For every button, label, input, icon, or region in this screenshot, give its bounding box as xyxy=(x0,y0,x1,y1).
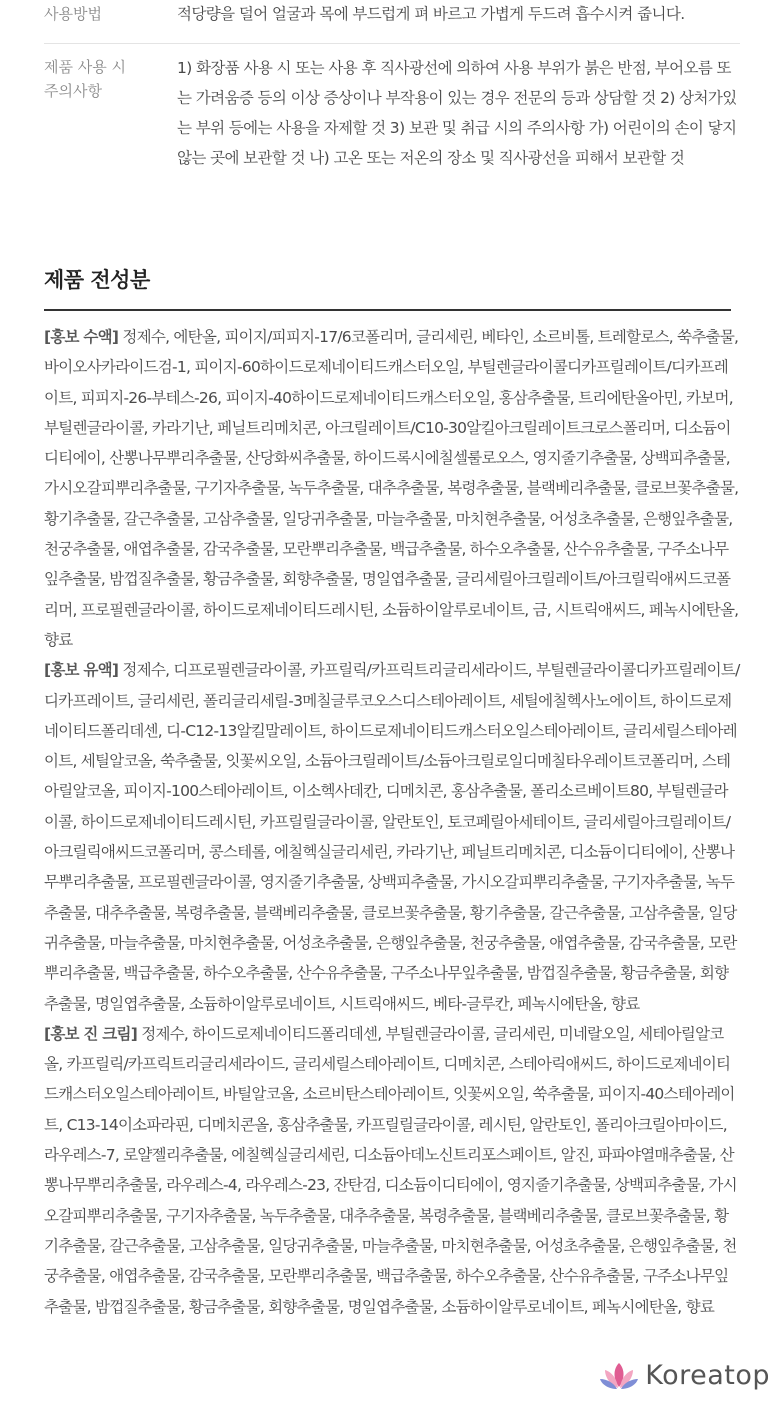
ingredient-text: 정제수, 에탄올, 피이지/피피지-17/6코폴리머, 글리세린, 베타인, 소르비톨, 트레할로스, 쑥추출물, 바이오사카라이드검-1, 피이지-60하이드로제네이티드캐스터오일, 부틸렌글라이콜디카프릴레이트/디카프레이트, 피피지-26-부테스-26, 피이지-40하이드로제네이티드캐스터오일, 홍삼추출물, 트리에탄올아민, 카보머, 부틸렌글라이콜, 카라기난, 페닐트리메치콘, 아크릴레이트/C10-30알킬아크릴레이트크로스폴리머, 디소듐이디티에이, 산뽕나무뿌리추출물, 산당화씨추출물, 하이드록시에칠셀룰로오스, 영지줄기추출물, 상백피추출물, 가시오갈피뿌리추출물, 구기자추출물, 녹두추출물, 대추추출물, 복령추출물, 블랙베리추출물, 클로브꽃추출물, 황기추출물, 갈근추출물, 고삼추출물, 일당귀추출물, 마늘추출물, 마치현추출물, 어성초추출물, 은행잎추출물, 천궁추출물, 애엽추출물, 감국추출물, 모란뿌리추출물, 백급추출물, 하수오추출물, 산수유추출물, 구주소나무잎추출물, 밤껍질추출물, 황금추출물, 회향추출물, 명일엽추출물, 글리세릴아크릴레이트/아크릴릭애씨드코폴리머, 프로필렌글라이콜, 하이드로제네이티드레시틴, 소듐하이알루로네이트, 금, 시트릭애씨드, 페녹시에탄올, 향료 xyxy=(44,328,739,649)
product-name: [홍보 유액] xyxy=(44,661,119,680)
product-info-table xyxy=(44,0,740,173)
caution-label xyxy=(44,53,177,173)
brand-watermark xyxy=(599,1360,770,1391)
product-name: [홍보 수액] xyxy=(44,328,119,346)
ingredients-title-rule xyxy=(44,309,731,311)
usage-row xyxy=(44,0,740,43)
usage-text: 적당량을 덜어 얼굴과 목에 부드럽게 펴 바르고 가볍게 두드려 흡수시켜 줍니다. xyxy=(177,5,685,23)
ingredients-title: 제품 전성분 xyxy=(44,268,150,292)
ingredient-text: 정제수, 하이드로제네이티드폴리데센, 부틸렌글라이콜, 글리세린, 미네랄오일, 세테아릴알코올, 카프릴릭/카프릭트리글리세라이드, 글리세릴스테아레이트, 디메치콘, 스테아릭애씨드, 하이드로제네이티드캐스터오일스테아레이트, 바틸알코올, 소르비탄스테아레이트, 잇꽃씨오일, 쑥추출물, 피이지-40스테아레이트, C13-14이소파라핀, 디메치콘올, 홍삼추출물, 카프릴릴글라이콜, 레시틴, 알란토인, 폴리아크릴아마이드, 라우레스-7, 로얄젤리추출물, 에칠헥실글리세린, 디소듐아데노신트리포스페이트, 알진, 파파야열매추출물, 산뽕나무뿌리추출물, 라우레스-4, 라우레스-23, 잔탄검, 디소듐이디티에이, 영지줄기추출물, 상백피추출물, 가시오갈피뿌리추출물, 구기자추출물, 녹두추출물, 대추추출물, 복령추출물, 블랙베리추출물, 클로브꽃추출물, 황기추출물, 갈근추출물, 고삼추출물, 일당귀추출물, 마늘추출물, 마치현추출물, 어성초추출물, 은행잎추출물, 천궁추출물, 애엽추출물, 감국추출물, 모란뿌리추출물, 백급추출물, 하수오추출물, 산수유추출물, 구주소나무잎추출물, 밤껍질추출물, 황금추출물, 회향추출물, 명일엽추출물, 소듐하이알루로네이트, 페녹시에탄올, 향료 xyxy=(44,1024,737,1316)
ingredients-list xyxy=(44,322,740,1322)
caution-label-line1: 제품 사용 시 xyxy=(44,58,126,76)
caution-label-line2: 주의사항 xyxy=(44,82,102,100)
caution-text: 1) 화장품 사용 시 또는 사용 후 직사광선에 의하여 사용 부위가 붉은 반점, 부어오름 또는 가려움증 등의 이상 증상이나 부작용이 있는 경우 전문의 등과 상담할 것 2) 상처가있는 부위 등에는 사용을 자제할 것 3) 보관 및 취급 시의 주의사항 가) 어린이의 손이 닿지 않는 곳에 보관할 것 나) 고온 또는 저온의 장소 및 직사광선을 피해서 보관할 것 xyxy=(177,59,737,167)
brand-name: Koreatop xyxy=(645,1360,770,1391)
ingredient-text: 정제수, 디프로필렌글라이콜, 카프릴릭/카프릭트리글리세라이드, 부틸렌글라이콜디카프릴레이트/디카프레이트, 글리세린, 폴리글리세릴-3메칠글루코오스디스테아레이트, 세틸에칠헥사노에이트, 하이드로제네이티드폴리데센, 디-C12-13알킬말레이트, 하이드로제네이티드캐스터오일스테아레이트, 글리세릴스테아레이트, 세틸알코올, 쑥추출물, 잇꽃씨오일, 소듐아크릴레이트/소듐아크릴로일디메칠타우레이트코폴리머, 스테아릴알코올, 피이지-100스테아레이트, 이소헥사데칸, 디메치콘, 홍삼추출물, 폴리소르베이트80, 부틸렌글라이콜, 하이드로제네이티드레시틴, 카프릴릴글라이콜, 알란토인, 토코페릴아세테이트, 글리세릴아크릴레이트/아크릴릭애씨드코폴리머, 콩스테롤, 에칠헥실글리세린, 카라기난, 페닐트리메치콘, 디소듐이디티에이, 산뽕나무뿌리추출물, 프로필렌글라이콜, 영지줄기추출물, 상백피추출물, 가시오갈피뿌리추출물, 구기자추출물, 녹두추출물, 대추추출물, 복령추출물, 블랙베리추출물, 클로브꽃추출물, 황기추출물, 갈근추출물, 고삼추출물, 일당귀추출물, 마늘추출물, 마치현추출물, 어성초추출물, 은행잎추출물, 천궁추출물, 애엽추출물, 감국추출물, 모란뿌리추출물, 백급추출물, 하수오추출물, 산수유추출물, 구주소나무잎추출물, 밤껍질추출물, 황금추출물, 회향추출물, 명일엽추출물, 소듐하이알루로네이트, 시트릭애씨드, 베타-글루칸, 페녹시에탄올, 향료 xyxy=(44,661,740,1013)
caution-row xyxy=(44,44,740,173)
product-name: [홍보 진 크림] xyxy=(44,1024,138,1043)
ingredient-product-sap xyxy=(44,322,740,655)
usage-label: 사용방법 xyxy=(44,5,102,23)
ingredient-product-emulsion xyxy=(44,655,740,1019)
lotus-icon xyxy=(599,1361,639,1391)
ingredient-product-cream xyxy=(44,1019,740,1322)
